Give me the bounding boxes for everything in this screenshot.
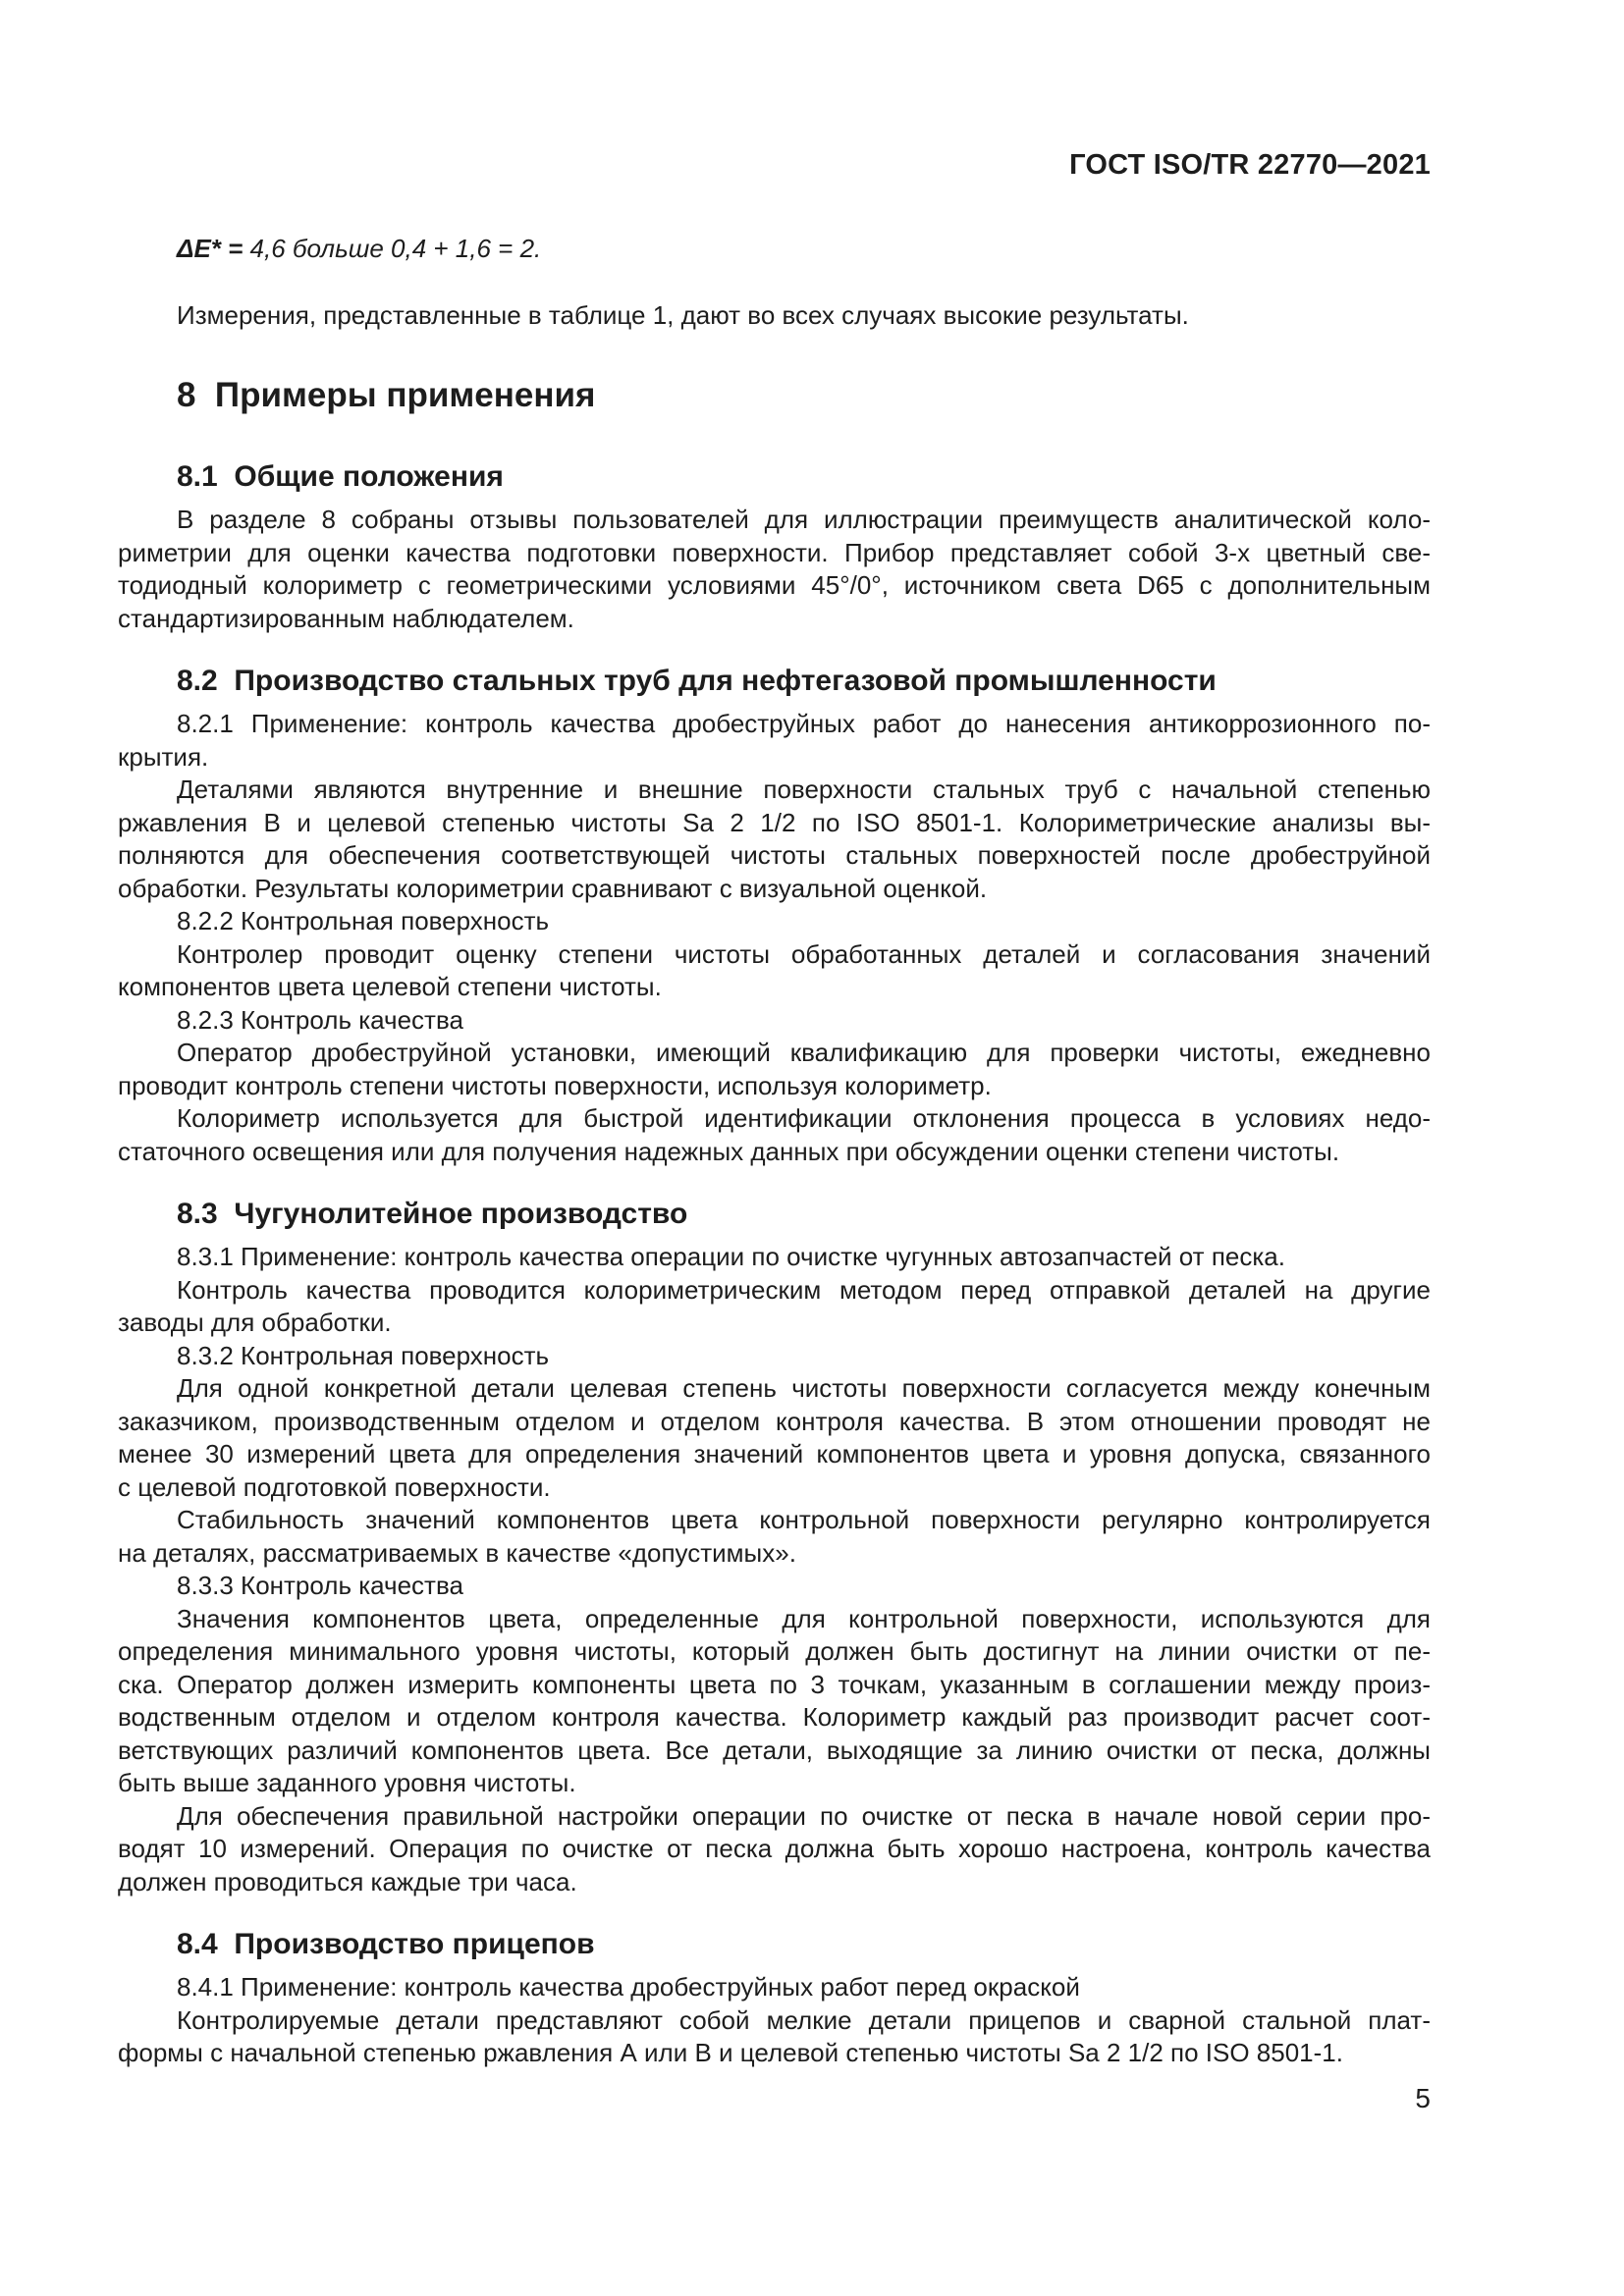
paragraph bbox=[118, 938, 1431, 1004]
document-content-blocks bbox=[118, 299, 1431, 2070]
text-line: Оператор дробеструйной установки, имеющий квалификацию для проверки чистоты, ежедневно bbox=[177, 1038, 1431, 1067]
text-line: 8.2.2 Контрольная поверхность bbox=[177, 906, 550, 935]
paragraph bbox=[118, 1004, 1431, 1038]
text-line: стандартизированным наблюдателем. bbox=[118, 603, 574, 633]
paragraph bbox=[118, 774, 1431, 905]
text-line: Измерения, представленные в таблице 1, дают во всех случаях высокие результаты. bbox=[177, 299, 1189, 330]
text-line: 8.3.2 Контрольная поверхность bbox=[177, 1340, 550, 1370]
text-line: В разделе 8 собраны отзывы пользователей для иллюстрации преимуществ аналитической коло- bbox=[177, 505, 1431, 534]
text-line: проводит контроль степени чистоты поверхности, используя колориметр. bbox=[118, 1070, 992, 1100]
text-line: Деталями являются внутренние и внешние поверхности стальных труб с начальной степенью bbox=[177, 774, 1431, 804]
formula-rhs: 4,6 больше 0,4 + 1,6 = 2. bbox=[243, 234, 542, 263]
text-line: Контролер проводит оценку степени чистоты обработанных деталей и согласования значений bbox=[177, 938, 1431, 969]
paragraph bbox=[118, 1274, 1431, 1340]
text-line: водят 10 измерений. Операция по очистке от песка должна быть хорошо настроена, контроль качества bbox=[118, 1834, 1431, 1863]
paragraph bbox=[118, 299, 1431, 333]
text-line: 8.4.1 Применение: контроль качества дробеструйных работ перед окраской bbox=[177, 1972, 1080, 2002]
formula-lhs: ΔE* = bbox=[177, 234, 244, 263]
text-line: менее 30 измерений цвета для определения значений компонентов цвета и уровня допуска, связанного bbox=[118, 1439, 1431, 1468]
document-content bbox=[118, 0, 1431, 2114]
paragraph bbox=[118, 1241, 1431, 1274]
subsection-heading: 8.4 Производство прицепов bbox=[177, 1928, 595, 1960]
paragraph bbox=[118, 1603, 1431, 1800]
paragraph bbox=[118, 1570, 1431, 1603]
text-line: Для одной конкретной детали целевая степень чистоты поверхности согласуется между конечным bbox=[177, 1373, 1431, 1403]
text-line: быть выше заданного уровня чистоты. bbox=[118, 1768, 576, 1797]
text-line: обработки. Результаты колориметрии сравнивают с визуальной оценкой. bbox=[118, 873, 988, 903]
text-line: водственным отделом и отделом контроля качества. Колориметр каждый раз производит расчет соот- bbox=[118, 1702, 1431, 1732]
text-line: компонентов цвета целевой степени чистоты. bbox=[118, 972, 662, 1001]
text-line: ска. Оператор должен измерить компоненты цвета по 3 точкам, указанным в соглашении между произ- bbox=[118, 1669, 1431, 1699]
paragraph bbox=[118, 1102, 1431, 1168]
text-line: ветствующих различий компонентов цвета. Все детали, выходящие за линию очистки от песка, должны bbox=[118, 1735, 1431, 1765]
text-line: Для обеспечения правильной настройки операции по очистке от песка в начале новой серии про- bbox=[177, 1800, 1431, 1831]
text-line: заводы для обработки. bbox=[118, 1308, 392, 1337]
text-line: заказчиком, производственным отделом и отделом контроля качества. В этом отношении проводят не bbox=[118, 1406, 1431, 1436]
text-line: на деталях, рассматриваемых в качестве «допустимых». bbox=[118, 1537, 796, 1568]
running-header: ГОСТ ISO/TR 22770—2021 bbox=[1069, 149, 1431, 181]
text-line: Колориметр используется для быстрой идентификации отклонения процесса в условиях недо- bbox=[177, 1103, 1431, 1133]
text-line: с целевой подготовкой поверхности. bbox=[118, 1471, 551, 1502]
text-line: должен проводиться каждые три часа. bbox=[118, 1866, 577, 1896]
paragraph bbox=[118, 1800, 1431, 1899]
paragraph bbox=[118, 1340, 1431, 1373]
paragraph bbox=[118, 1372, 1431, 1504]
text-line: Контролируемые детали представляют собой мелкие детали прицепов и сварной стальной плат- bbox=[177, 2004, 1431, 2035]
text-line: ржавления В и целевой степенью чистоты Sa 2 1/2 по ISO 8501-1. Колориметрические анализы вы- bbox=[118, 807, 1431, 837]
text-line: 8.2.1 Применение: контроль качества дробеструйных работ до нанесения антикоррозионного по- bbox=[177, 709, 1431, 738]
paragraph bbox=[118, 708, 1431, 774]
text-line: крытия. bbox=[118, 741, 209, 772]
text-line: тодиодный колориметр с геометрическими условиями 45°/0°, источником света D65 с дополнительным bbox=[118, 570, 1431, 600]
text-line: статочного освещения или для получения надежных данных при обсуждении оценки степени чистоты. bbox=[118, 1136, 1340, 1166]
text-line: риметрии для оценки качества подготовки поверхности. Прибор представляет собой 3-х цветный све- bbox=[118, 537, 1431, 567]
text-line: формы с начальной степенью ржавления А или В и целевой степенью чистоты Sa 2 1/2 по ISO 8501-1. bbox=[118, 2038, 1343, 2067]
paragraph bbox=[118, 1971, 1431, 2004]
subsection-heading: 8.3 Чугунолитейное производство bbox=[177, 1198, 688, 1230]
section-heading: 8 Примеры применения bbox=[177, 376, 596, 414]
paragraph bbox=[118, 2004, 1431, 2070]
paragraph bbox=[118, 1504, 1431, 1570]
paragraph bbox=[118, 504, 1431, 635]
text-line: Значения компонентов цвета, определенные для контрольной поверхности, используются для bbox=[177, 1603, 1431, 1633]
paragraph bbox=[118, 1037, 1431, 1102]
text-line: Контроль качества проводится колориметрическим методом перед отправкой деталей на другие bbox=[177, 1274, 1431, 1305]
text-line: Стабильность значений компонентов цвета контрольной поверхности регулярно контролируется bbox=[177, 1505, 1431, 1534]
text-line: 8.3.3 Контроль качества bbox=[177, 1571, 463, 1600]
text-line: определения минимального уровня чистоты, который должен быть достигнут на линии очистки от пе- bbox=[118, 1636, 1431, 1666]
text-line: полняются для обеспечения соответствующей чистоты стальных поверхностей после дробеструйной bbox=[118, 840, 1431, 870]
subsection-heading: 8.1 Общие положения bbox=[177, 460, 504, 493]
page-number: 5 bbox=[1415, 2082, 1431, 2113]
subsection-heading: 8.2 Производство стальных труб для нефтегазовой промышленности bbox=[177, 665, 1217, 697]
formula bbox=[118, 233, 1431, 266]
text-line: 8.2.3 Контроль качества bbox=[177, 1004, 463, 1035]
text-line: 8.3.1 Применение: контроль качества операции по очистке чугунных автозапчастей от песка. bbox=[177, 1242, 1285, 1271]
paragraph bbox=[118, 905, 1431, 938]
